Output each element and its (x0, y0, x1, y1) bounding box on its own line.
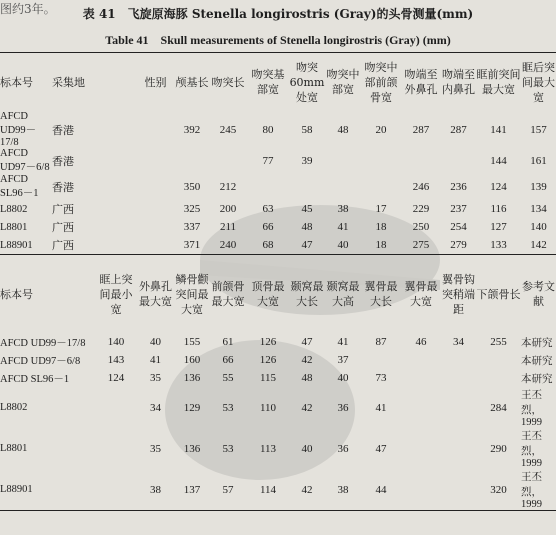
t2-header-col: 翼骨最大宽 (401, 255, 441, 334)
measurement-cell: 245 (219, 123, 237, 136)
measurement-cell (476, 351, 521, 369)
measurement-cell: 337 (183, 221, 201, 233)
t2-header-specimen: 标本号 (0, 255, 96, 334)
t1-header-col: 吻突中部宽 (325, 53, 361, 112)
measurement-cell: 36 (337, 401, 349, 414)
measurement-cell: 68 (247, 236, 289, 255)
table2-body (0, 255, 556, 511)
t1-data-row (0, 111, 556, 148)
measurement-cell: 38 (337, 203, 349, 215)
sex-cell (136, 236, 175, 255)
measurement-cell (175, 148, 209, 174)
measurement-cell (441, 369, 476, 387)
measurement-cell: 254 (450, 221, 467, 233)
measurement-cell (441, 351, 476, 369)
t1-data-row (0, 236, 556, 255)
t1-header-col: 吻突基部宽 (247, 53, 289, 112)
measurement-cell (401, 387, 441, 428)
t2-header-col: 外鼻孔最大宽 (136, 255, 175, 334)
t1-data-row (0, 174, 556, 200)
t1-header-location: 采集地 (52, 53, 136, 112)
measurement-cell: 284 (490, 401, 507, 414)
measurement-cell: 42 (301, 401, 313, 414)
measurement-cell: 129 (183, 401, 201, 414)
measurement-cell (361, 351, 401, 369)
measurement-cell: 133 (476, 236, 521, 255)
measurement-cell: 141 (490, 123, 507, 136)
t2-header-reference: 参考文献 (521, 255, 556, 334)
measurement-cell (401, 148, 441, 174)
measurement-cell: 250 (412, 221, 430, 233)
specimen-id: L8802 (0, 402, 28, 413)
sex-cell (136, 200, 175, 218)
reference-cell: 王丕烈，1999 (521, 469, 556, 511)
measurement-cell (361, 174, 401, 200)
measurement-cell: 40 (150, 336, 161, 348)
t1-data-row (0, 200, 556, 218)
measurement-cell: 371 (175, 236, 209, 255)
measurement-cell: 116 (490, 203, 507, 215)
t2-header-col: 翼骨最大长 (361, 255, 401, 334)
measurement-cell: 124 (490, 181, 507, 193)
measurement-cell: 39 (301, 155, 313, 167)
measurement-cell: 41 (337, 221, 349, 233)
measurement-cell (361, 148, 401, 174)
background-text: 图约3年。 (0, 2, 56, 16)
specimen-id: AFCD UD97－6/8 (0, 355, 81, 367)
t2-header-col: 下颌骨长 (476, 255, 521, 334)
specimen-id: L88901 (0, 236, 52, 255)
t2-header-col: 颞窝最大高 (325, 255, 361, 334)
measurement-cell: 287 (450, 123, 467, 136)
table-title-cn: 表 41 飞旋原海豚 Stenella longirostris (Gray)的头骨测量(mm) (82, 7, 474, 21)
t1-header-col: 吻突60mm处宽 (289, 53, 325, 112)
measurement-cell (441, 469, 476, 511)
specimen-id: L8801 (0, 443, 28, 454)
skull-measurement-table (0, 52, 556, 511)
measurement-cell: 200 (219, 203, 237, 215)
measurement-cell: 236 (450, 181, 467, 193)
measurement-cell (96, 469, 136, 511)
measurement-cell: 63 (262, 203, 274, 215)
t1-header-col: 吻突中部前颌骨宽 (361, 53, 401, 112)
measurement-cell: 55 (222, 372, 234, 384)
measurement-cell: 142 (521, 236, 556, 255)
measurement-cell: 240 (209, 236, 247, 255)
measurement-cell: 126 (259, 336, 277, 348)
measurement-cell: 80 (262, 123, 274, 136)
measurement-cell: 211 (219, 221, 237, 233)
specimen-id: L8801 (0, 221, 28, 233)
measurement-cell: 38 (136, 469, 175, 511)
table1-body (0, 53, 556, 255)
t1-header-col: 吻突长 (209, 53, 247, 112)
measurement-cell: 44 (361, 469, 401, 511)
collection-location: 香港 (52, 124, 74, 137)
sex-cell (136, 218, 175, 236)
measurement-cell: 40 (325, 236, 361, 255)
t2-data-row (0, 469, 556, 511)
measurement-cell (441, 428, 476, 469)
measurement-cell: 275 (401, 236, 441, 255)
measurement-cell: 34 (453, 336, 464, 348)
measurement-cell: 143 (107, 354, 125, 366)
measurement-cell (476, 369, 521, 387)
measurement-cell: 47 (301, 336, 313, 348)
filler-cell (96, 174, 136, 200)
measurement-cell: 237 (450, 203, 467, 215)
reference-cell: 王丕烈，1999 (521, 431, 542, 469)
measurement-cell: 17 (375, 203, 387, 215)
table1-header-row (0, 53, 556, 112)
measurement-cell: 155 (183, 336, 201, 348)
t2-data-row (0, 387, 556, 428)
measurement-cell (441, 148, 476, 174)
measurement-cell (247, 174, 289, 200)
measurement-cell: 36 (337, 442, 349, 455)
measurement-cell: 41 (150, 354, 161, 366)
measurement-cell: 320 (476, 469, 521, 511)
collection-location: 香港 (52, 156, 74, 168)
measurement-cell: 157 (530, 123, 547, 136)
t1-header-specimen: 标本号 (0, 53, 52, 112)
measurement-cell: 350 (183, 181, 201, 193)
specimen-id: L88901 (0, 469, 96, 511)
measurement-cell: 40 (337, 372, 349, 384)
t2-data-row (0, 428, 556, 469)
specimen-id: AFCD UD99－17/8 (0, 111, 37, 148)
filler-cell (96, 236, 136, 255)
sex-cell (136, 174, 175, 200)
measurement-cell: 114 (247, 469, 289, 511)
measurement-cell: 325 (183, 203, 201, 215)
measurement-cell: 87 (375, 336, 387, 348)
measurement-cell (325, 148, 361, 174)
specimen-id: L8802 (0, 203, 28, 215)
t1-data-row (0, 218, 556, 236)
measurement-cell: 113 (259, 442, 277, 455)
measurement-cell: 127 (490, 221, 507, 233)
measurement-cell: 61 (222, 336, 234, 348)
t1-header-col: 吻端至内鼻孔 (441, 53, 476, 112)
t2-data-row (0, 351, 556, 369)
measurement-cell (96, 428, 136, 469)
t2-header-col: 鳞骨颧突间最大宽 (175, 255, 209, 334)
measurement-cell: 126 (259, 354, 277, 366)
measurement-cell: 37 (337, 354, 349, 366)
measurement-cell (289, 174, 325, 200)
measurement-cell: 140 (530, 221, 547, 233)
measurement-cell: 161 (530, 155, 547, 167)
specimen-id: AFCD SL96－1 (0, 174, 39, 199)
measurement-cell: 279 (441, 236, 476, 255)
measurement-cell: 20 (375, 123, 387, 136)
measurement-cell (96, 387, 136, 428)
measurement-cell: 139 (530, 181, 547, 193)
measurement-cell: 45 (301, 203, 313, 215)
t2-data-row (0, 333, 556, 351)
measurement-cell: 77 (262, 155, 274, 167)
measurement-cell: 66 (222, 354, 234, 366)
collection-location: 香港 (52, 182, 74, 194)
measurement-cell: 53 (222, 401, 234, 414)
t1-data-row (0, 148, 556, 174)
measurement-cell: 48 (337, 123, 349, 136)
filler-cell (96, 218, 136, 236)
sex-cell (136, 148, 175, 174)
collection-location: 广西 (52, 222, 74, 234)
measurement-cell: 53 (222, 442, 234, 455)
collection-location: 广西 (52, 204, 74, 216)
measurement-cell: 58 (301, 123, 313, 136)
measurement-cell: 255 (490, 336, 507, 348)
reference-cell: 本研究 (521, 337, 553, 349)
t2-header-col: 颞窝最大长 (289, 255, 325, 334)
filler-cell (96, 111, 136, 148)
measurement-cell: 35 (150, 442, 161, 455)
measurement-cell: 48 (301, 372, 313, 384)
measurement-cell: 229 (412, 203, 430, 215)
t1-header-col: 吻端至外鼻孔 (401, 53, 441, 112)
measurement-cell: 144 (490, 155, 507, 167)
measurement-cell: 42 (289, 469, 325, 511)
collection-location: 广西 (52, 236, 96, 255)
measurement-cell: 18 (361, 236, 401, 255)
measurement-cell: 38 (325, 469, 361, 511)
measurement-cell: 41 (375, 401, 387, 414)
measurement-cell: 57 (209, 469, 247, 511)
measurement-cell: 124 (107, 372, 125, 384)
t1-header-col: 颅基长 (175, 53, 209, 112)
measurement-cell: 46 (415, 336, 427, 348)
measurement-cell: 137 (175, 469, 209, 511)
measurement-cell: 110 (259, 401, 277, 414)
specimen-id: AFCD UD99－17/8 (0, 337, 86, 349)
t1-header-col: 眶前突间最大宽 (476, 53, 521, 112)
t2-header-col: 眶上突间最小宽 (96, 255, 136, 334)
measurement-cell: 40 (301, 442, 313, 455)
measurement-cell: 73 (375, 372, 387, 384)
measurement-cell: 47 (289, 236, 325, 255)
measurement-cell (209, 148, 247, 174)
sex-cell (136, 111, 175, 148)
reference-cell: 本研究 (521, 373, 553, 385)
filler-cell (96, 148, 136, 174)
measurement-cell: 140 (107, 336, 125, 348)
measurement-cell (325, 174, 361, 200)
measurement-cell: 34 (150, 401, 161, 414)
measurement-cell: 290 (490, 442, 507, 455)
measurement-cell: 41 (337, 336, 349, 348)
measurement-cell (401, 428, 441, 469)
measurement-cell: 42 (301, 354, 313, 366)
reference-cell: 王丕烈，1999 (521, 390, 542, 428)
measurement-cell: 35 (150, 372, 161, 384)
measurement-cell: 287 (412, 123, 430, 136)
measurement-cell (401, 369, 441, 387)
measurement-cell: 136 (183, 442, 201, 455)
t2-data-row (0, 369, 556, 387)
measurement-cell: 136 (183, 372, 201, 384)
filler-cell (96, 200, 136, 218)
measurement-cell: 47 (375, 442, 387, 455)
t2-header-col: 顶骨最大宽 (247, 255, 289, 334)
table2-header-row (0, 255, 556, 334)
measurement-cell: 392 (183, 123, 201, 136)
measurement-cell: 246 (412, 181, 430, 193)
table-title-en: Table 41 Skull measurements of Stenella longirostris (Gray) (mm) (105, 33, 451, 47)
measurement-cell (401, 351, 441, 369)
measurement-cell: 134 (530, 203, 547, 215)
measurement-cell (441, 387, 476, 428)
measurement-cell: 212 (219, 181, 237, 193)
measurement-cell (401, 469, 441, 511)
t2-header-col: 前颌骨最大宽 (209, 255, 247, 334)
measurement-cell: 160 (183, 354, 201, 366)
t1-header-col: 眶后突间最大宽 (521, 53, 556, 112)
t1-header-sex: 性别 (136, 53, 175, 112)
specimen-id: AFCD SL96－1 (0, 373, 70, 385)
measurement-cell: 48 (301, 221, 313, 233)
measurement-cell: 18 (375, 221, 387, 233)
specimen-id: AFCD UD97－6/8 (0, 148, 50, 173)
measurement-cell: 115 (259, 372, 277, 384)
reference-cell: 本研究 (521, 355, 553, 367)
t2-header-col: 翼骨钩突稍端距 (441, 255, 476, 334)
measurement-cell: 66 (262, 221, 274, 233)
